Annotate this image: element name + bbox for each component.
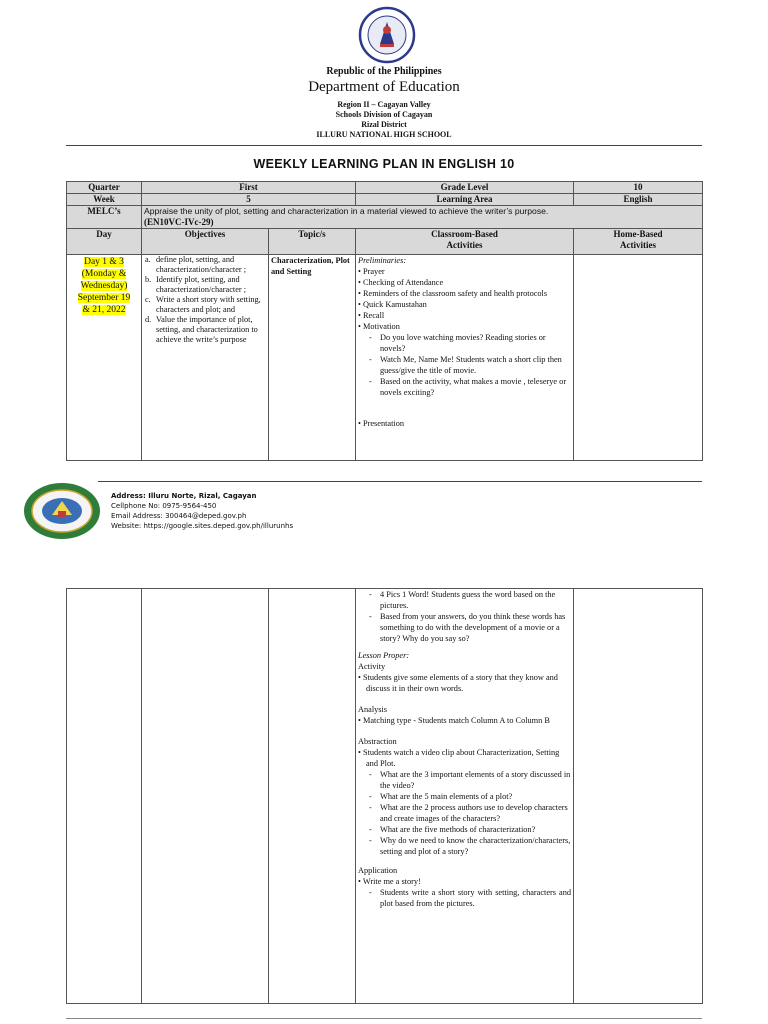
week-label: Week (67, 194, 142, 206)
motivation-item: - Watch Me, Name Me! Students watch a short clip then guess/give the title of movie. (358, 354, 571, 376)
objective-marker: b. (145, 275, 152, 284)
prelim-bullet: • Checking of Attendance (358, 278, 444, 287)
department-title: Department of Education (308, 79, 460, 95)
melc-cell (142, 206, 703, 229)
objective-marker: c. (145, 295, 151, 304)
footer-phone: Cellphone No: 0975-9564-450 (111, 502, 217, 510)
objective-text: Value the importance of plot, setting, and characterization to achieve the write’s purpose (156, 315, 258, 344)
day-cell (67, 255, 142, 461)
melc-label: MELC’s (67, 206, 142, 229)
activity-bullet: • Students give some elements of a story that they know and discuss it in their own words. (358, 673, 558, 693)
melc-text: Appraise the unity of plot, setting and characterization in a material viewed to achieve the writer’s purpose. (144, 206, 549, 216)
footer-contact (111, 491, 293, 531)
analysis-label: Analysis (358, 705, 388, 714)
day-line-1: Day 1 & 3 (84, 257, 124, 267)
topic-cell: Characterization, Plot and Setting (269, 255, 356, 461)
presentation-text: Presentation (362, 419, 404, 428)
col-classroom-line1: Classroom-Based (431, 229, 498, 239)
prelim-bullet: • Recall (358, 311, 385, 320)
prelim-bullet: • Prayer (358, 267, 385, 276)
abstraction-item: - What are the 3 important elements of a story discussed in the video? (358, 769, 571, 791)
col-home-line1: Home-Based (613, 229, 663, 239)
objective-marker: a. (145, 255, 151, 264)
page-title: WEEKLY LEARNING PLAN IN ENGLISH 10 (253, 157, 515, 171)
day-line-5: & 21, 2022 (82, 305, 126, 315)
col-classroom (356, 229, 574, 255)
area-label: Learning Area (356, 194, 574, 206)
prelim-text: Recall (362, 311, 385, 320)
district-label: Rizal District (361, 120, 407, 129)
prelim-bullet: • Motivation (358, 322, 400, 331)
topic-cell-cont (269, 589, 356, 1004)
col-home (574, 229, 703, 255)
school-logo (22, 481, 102, 541)
analysis-bullet: • Matching type - Students match Column A to Column B (358, 716, 550, 725)
preliminaries-label: Preliminaries: (358, 256, 407, 265)
lesson-proper-label: Lesson Proper: (358, 651, 410, 660)
application-text: Write me a story! (362, 877, 421, 886)
presentation-bullet: • Presentation (358, 419, 404, 428)
analysis-text: Matching type - Students match Column A to Column B (362, 716, 550, 725)
col-objectives: Objectives (142, 229, 269, 255)
day-line-2: (Monday & (81, 269, 127, 279)
footer-address: Address: Illuru Norte, Rizal, Cagayan (111, 492, 257, 500)
office-block (0, 100, 768, 140)
prelim-text: Quick Kamustahan (362, 300, 427, 309)
col-day: Day (67, 229, 142, 255)
header-divider (66, 145, 702, 146)
objectives-cell-cont (142, 589, 269, 1004)
motivation-item: - Based on the activity, what makes a movie , teleserye or novels exciting? (358, 376, 571, 398)
activity-text: Students give some elements of a story that they know and discuss it in their own words. (362, 673, 558, 693)
prelim-text: Reminders of the classroom safety and health protocols (362, 289, 548, 298)
activity-label: Activity (358, 662, 386, 671)
footer-divider (98, 481, 702, 482)
weekly-plan-table (66, 181, 703, 461)
republic-label: Republic of the Philippines (326, 66, 442, 77)
application-bullet: • Write me a story! (358, 877, 421, 886)
footer-website: Website: https://google.sites.deped.gov.ph/illurunhs (111, 522, 294, 530)
application-label: Application (358, 866, 398, 875)
objective-item (145, 315, 266, 345)
objective-text: Identify plot, setting, and characterization/character ; (156, 275, 247, 294)
footer-email: Email Address: 300464@deped.gov.ph (111, 512, 247, 520)
quarter-value: First (142, 182, 356, 194)
abstraction-item: - What are the 2 process authors use to develop characters and create images of the characters? (358, 802, 571, 824)
col-home-line2: Activities (620, 240, 656, 250)
classroom-activities-cell-cont (356, 589, 574, 1004)
area-value: English (574, 194, 703, 206)
abstraction-item: - What are the 5 main elements of a plot? (358, 791, 571, 802)
classroom-activities-cell (356, 255, 574, 461)
weekly-plan-table-continued (66, 588, 703, 1004)
grade-value: 10 (574, 182, 703, 194)
page-bottom-rule (66, 1018, 702, 1019)
abstraction-bullet: • Students watch a video clip about Characterization, Setting and Plot. (358, 748, 560, 768)
col-topics: Topic/s (269, 229, 356, 255)
col-classroom-line2: Activities (446, 240, 483, 250)
presentation-item: - 4 Pics 1 Word! Students guess the word based on the pictures. (358, 589, 571, 611)
abstraction-text: Students watch a video clip about Characterization, Setting and Plot. (362, 748, 560, 768)
motivation-item: - Do you love watching movies? Reading stories or novels? (358, 332, 571, 354)
presentation-item: - Based from your answers, do you think these words has something to do with the development of a movie or a story? Why do you say so? (358, 611, 571, 644)
abstraction-item: - Why do we need to know the characterization/characters, setting and plot of a story? (358, 835, 571, 857)
school-label: ILLURU NATIONAL HIGH SCHOOL (316, 130, 452, 139)
application-item: - Students write a short story with setting, characters and plot based from the pictures. (358, 887, 571, 909)
day-line-4: September 19 (77, 293, 131, 303)
abstraction-label: Abstraction (358, 737, 397, 746)
prelim-bullet: • Reminders of the classroom safety and health protocols (358, 289, 548, 298)
prelim-text: Motivation (362, 322, 400, 331)
objective-text: Write a short story with setting, characters and plot; and (156, 295, 261, 314)
home-activities-cell (574, 255, 703, 461)
quarter-label: Quarter (67, 182, 142, 194)
abstraction-item: - What are the five methods of characterization? (358, 824, 571, 835)
day-line-3: Wednesday) (80, 281, 128, 291)
region-label: Region II – Cagayan Valley (337, 100, 431, 109)
objective-text: define plot, setting, and characterization/character ; (156, 255, 247, 274)
objective-item (145, 255, 266, 275)
objective-marker: d. (145, 315, 152, 324)
objectives-list (144, 255, 266, 345)
home-activities-cell-cont (574, 589, 703, 1004)
day-cell-cont (67, 589, 142, 1004)
division-label: Schools Division of Cagayan (335, 110, 433, 119)
deped-seal-logo (358, 6, 416, 64)
objective-item (145, 275, 266, 295)
grade-label: Grade Level (356, 182, 574, 194)
objectives-cell (142, 255, 269, 461)
melc-code: (EN10VC-IVc-29) (144, 217, 214, 227)
objective-item (145, 295, 266, 315)
prelim-bullet: • Quick Kamustahan (358, 300, 427, 309)
week-value: 5 (142, 194, 356, 206)
prelim-text: Checking of Attendance (362, 278, 444, 287)
prelim-text: Prayer (362, 267, 385, 276)
